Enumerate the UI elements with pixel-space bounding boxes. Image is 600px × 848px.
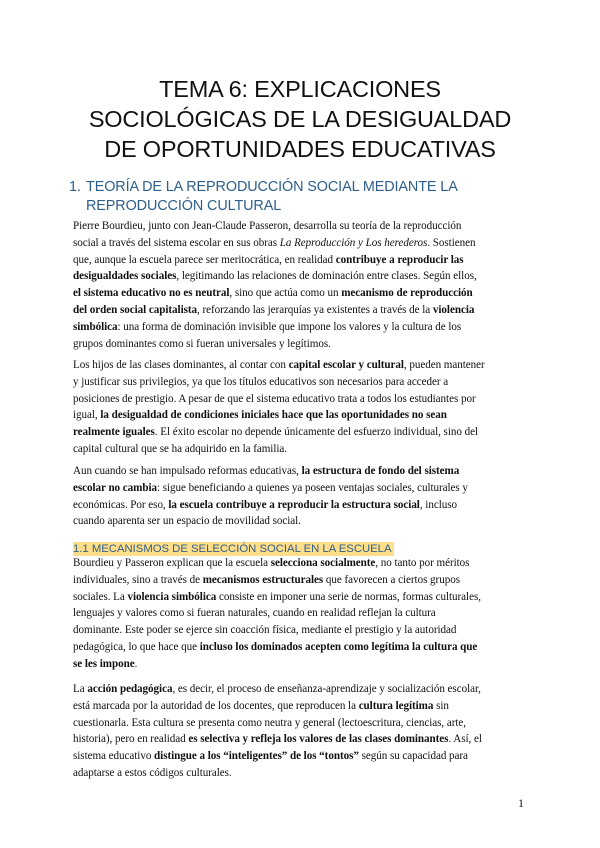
section-heading-line-1: TEORÍA DE LA REPRODUCCIÓN SOCIAL MEDIANTE LA <box>86 179 458 195</box>
p4-line: sociales. La violencia simbólica consiste en imponer una serie de normas, formas culturales, <box>73 590 481 603</box>
p4-line: Bourdieu y Passeron explican que la escuela selecciona socialmente, no tanto por méritos <box>73 557 470 569</box>
p4-line: lenguajes y valores como si fueran naturales, cuando en realidad reflejan la cultura <box>73 607 436 620</box>
p3-line: Aun cuando se han impulsado reformas educativas, la estructura de fondo del sistema <box>73 465 460 477</box>
p5-line: La acción pedagógica, es decir, el proceso de enseñanza-aprendizaje y socialización escolar, <box>73 683 481 695</box>
p4-line: individuales, sino a través de mecanismos estructurales que favorecen a ciertos grupos <box>73 573 460 586</box>
title-line-3: DE OPORTUNIDADES EDUCATIVAS <box>104 136 496 162</box>
p1-line: desigualdades sociales, legitimando las relaciones de dominación entre clases. Según ellos, <box>73 270 477 283</box>
document-title <box>40 74 560 164</box>
p1-line: grupos dominantes como si fueran universales y legítimos. <box>73 337 331 350</box>
p1-line: el sistema educativo no es neutral, sino que actúa como un mecanismo de reproducción <box>73 287 473 300</box>
p1-line: que, aunque la escuela parece ser meritocrática, en realidad contribuye a reproducir las <box>73 253 464 266</box>
p3-line: económicas. Por eso, la escuela contribuye a reproducir la estructura social, incluso <box>73 498 458 511</box>
p5-line: está marcada por la autoridad de los docentes, que reproducen la cultura legítima sin <box>73 699 449 712</box>
title-line-1: TEMA 6: EXPLICACIONES <box>159 76 441 102</box>
section-heading-line-2: REPRODUCCIÓN CULTURAL <box>86 198 282 214</box>
p4-line: dominante. Este poder se ejerce sin coacción física, mediante el prestigio y la autoridad <box>73 624 457 637</box>
paragraph-4 <box>73 555 528 673</box>
p4-line: pedagógica, lo que hace que incluso los dominados acepten como legítima la cultura que <box>73 640 478 653</box>
p5-line: cuestionarla. Esta cultura se presenta como neutra y general (lectoescritura, ciencias, arte, <box>73 716 466 729</box>
paragraph-2 <box>73 357 528 458</box>
title-line-2: SOCIOLÓGICAS DE LA DESIGUALDAD <box>88 106 512 132</box>
section-number: 1. <box>69 179 81 195</box>
paragraph-5 <box>73 681 528 782</box>
p5-line: adaptarse a estos códigos culturales. <box>73 766 232 779</box>
p1-line: simbólica: una forma de dominación invisible que impone los valores y la cultura de los <box>73 320 462 333</box>
paragraph-1 <box>73 218 528 352</box>
p5-line: historia), pero en realidad es selectiva y refleja los valores de las clases dominantes. Así, el <box>73 733 482 746</box>
subsection-heading: 1.1 MECANISMOS DE SELECCIÓN SOCIAL EN LA ESCUELA <box>73 543 392 555</box>
p2-line: Los hijos de las clases dominantes, al contar con capital escolar y cultural, pueden mantener <box>73 359 485 371</box>
p1-line: Pierre Bourdieu, junto con Jean-Claude Passeron, desarrolla su teoría de la reproducción <box>73 220 462 232</box>
p3-line: cuando aparenta ser un espacio de movilidad social. <box>73 515 301 528</box>
p4-line: se les impone. <box>73 657 138 670</box>
p5-line: sistema educativo distingue a los “inteligentes” de los “tontos” según su capacidad para <box>73 750 468 763</box>
p2-line: y justificar sus privilegios, ya que los títulos educativos son necesarios para acceder a <box>73 375 449 388</box>
page-number: 1 <box>518 796 524 810</box>
p3-line: escolar no cambia: sigue beneficiando a quienes ya poseen ventajas sociales, culturales y <box>73 481 468 494</box>
p2-line: realmente iguales. El éxito escolar no depende únicamente del esfuerzo individual, sino del <box>73 426 478 439</box>
p1-line: del orden social capitalista, reforzando las jerarquías ya existentes a través de la violencia <box>73 303 475 316</box>
section-heading <box>69 178 556 216</box>
p2-line: igual, la desigualdad de condiciones iniciales hace que las oportunidades no sean <box>73 409 447 422</box>
p2-line: posiciones de prestigio. A pesar de que el sistema educativo trata a todos los estudiantes por <box>73 392 476 405</box>
p2-line: capital cultural que se ha adquirido en la familia. <box>73 442 288 455</box>
paragraph-3 <box>73 463 528 530</box>
p1-line: social a través del sistema escolar en sus obras La Reproducción y Los herederos. Sostienen <box>73 236 476 249</box>
